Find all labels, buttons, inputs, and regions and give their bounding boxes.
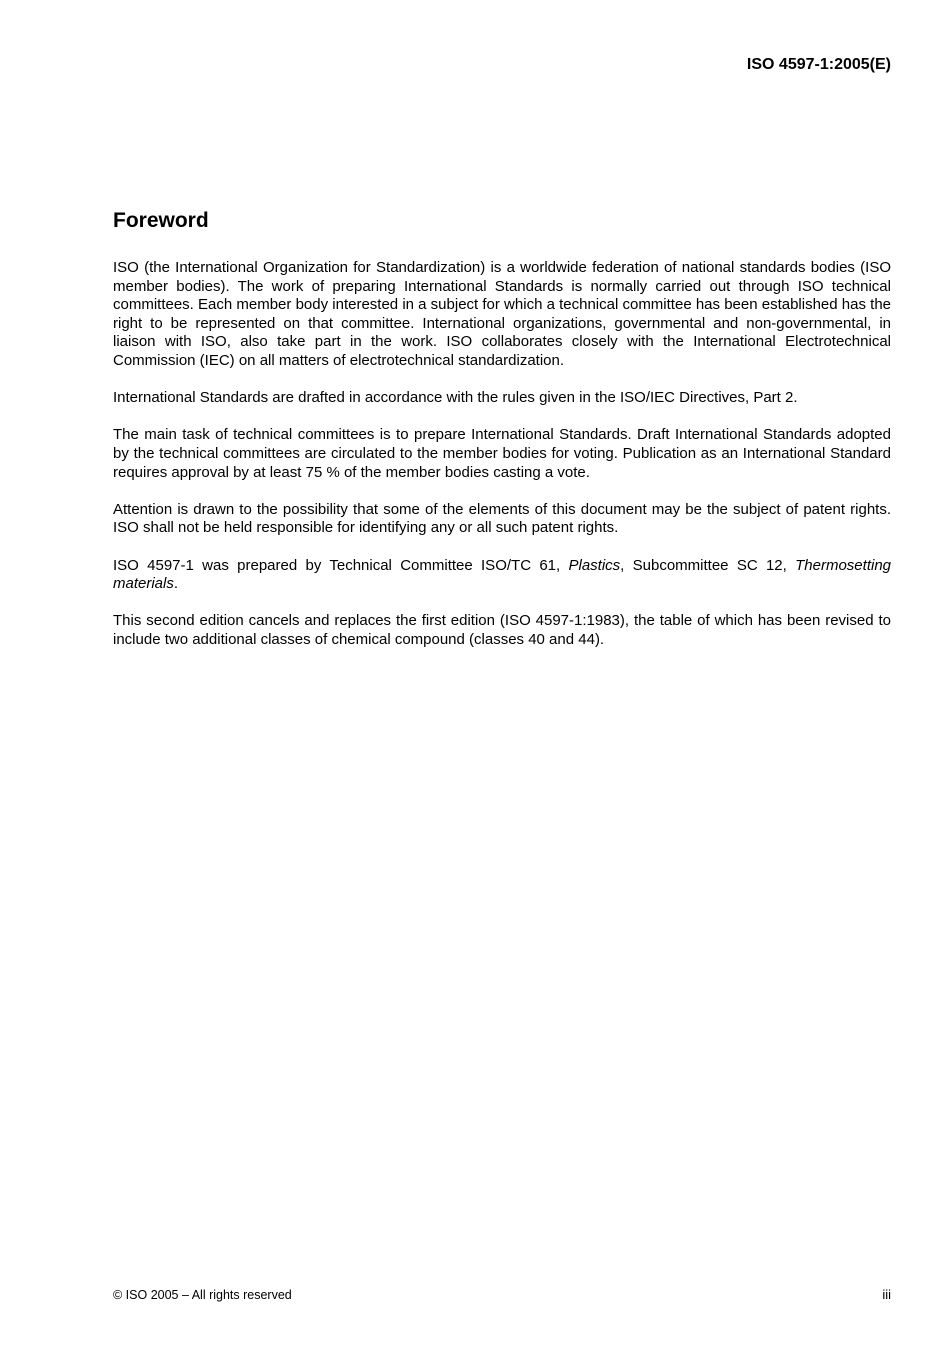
prepared-by-text-1: ISO 4597-1 was prepared by Technical Committee ISO/TC 61,: [113, 556, 569, 574]
paragraph-directives: International Standards are drafted in accordance with the rules given in the ISO/IEC Directives, Part 2.: [113, 389, 798, 407]
paragraph-committee-task: The main task of technical committees is to prepare International Standards. Draft International Standards adopted by the technical committees are circulated to the member bodies for voting. Publication as an International Standard requires approval by at least 75 % of the member bodies casting a vote.: [113, 426, 891, 481]
page-title: Foreword: [113, 209, 209, 232]
paragraph-edition-note: This second edition cancels and replaces the first edition (ISO 4597-1:1983), the table of which has been revised to include two additional classes of chemical compound (classes 40 and 44).: [113, 612, 891, 648]
committee-name: Plastics: [568, 556, 621, 574]
footer-page-number: iii: [882, 1287, 891, 1302]
paragraph-iso-federation: ISO (the International Organization for Standardization) is a worldwide federation of national standards bodies (ISO member bodies). The work of preparing International Standards is normally carried out through ISO technical committees. Each member body interested in a subject for which a technical committee has been established has the right to be represented on that committee. International organizations, governmental and non-governmental, in liaison with ISO, also take part in the work. ISO collaborates closely with the International Electrotechnical Commission (IEC) on all matters of electrotechnical standardization.: [113, 259, 891, 369]
foreword-body: [113, 259, 891, 668]
paragraph-prepared-by: [113, 557, 891, 594]
prepared-by-text-2: , Subcommittee SC 12,: [620, 556, 796, 574]
document-id: ISO 4597-1:2005(E): [746, 56, 891, 73]
paragraph-patent-rights: Attention is drawn to the possibility that some of the elements of this document may be the subject of patent rights. ISO shall not be held responsible for identifying any or all such patent rights.: [113, 500, 891, 537]
prepared-by-text-3: .: [173, 575, 179, 593]
footer-copyright: © ISO 2005 – All rights reserved: [113, 1288, 292, 1302]
subcommittee-name: Thermosetting materials: [113, 556, 891, 593]
